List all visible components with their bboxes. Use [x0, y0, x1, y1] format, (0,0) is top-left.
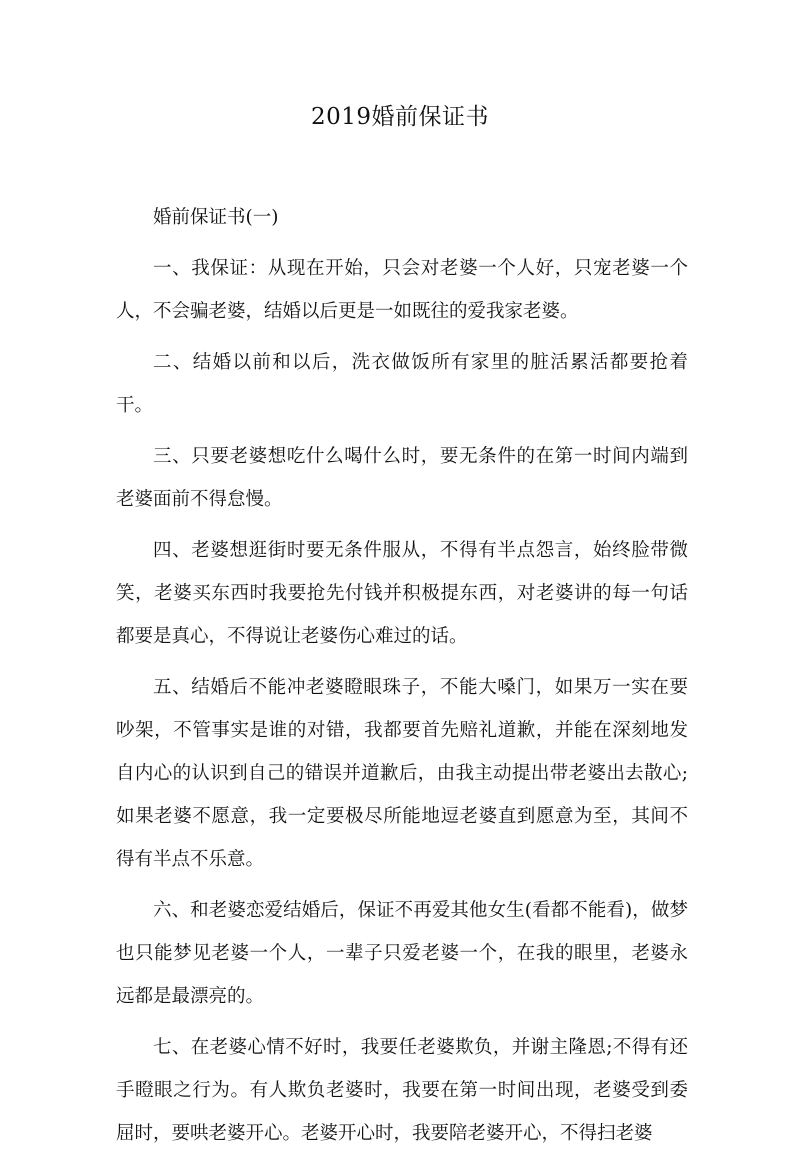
paragraph-7: 七、在老婆心情不好时，我要任老婆欺负，并谢主隆恩;不得有还手瞪眼之行为。有人欺负老婆时，我要在第一时间出现，老婆受到委屈时，要哄老婆开心。老婆开心时，我要陪老婆开心，不得扫老婆 [116, 1037, 688, 1144]
paragraph-3: 三、只要老婆想吃什么喝什么时，要无条件的在第一时间内端到老婆面前不得怠慢。 [116, 446, 688, 510]
section-subheading: 婚前保证书(一) [153, 207, 279, 228]
paragraph-2: 二、结婚以前和以后，洗衣做饭所有家里的脏活累活都要抢着干。 [116, 352, 688, 416]
paragraph-1: 一、我保证：从现在开始，只会对老婆一个人好，只宠老婆一个人，不会骗老婆，结婚以后更是一如既往的爱我家老婆。 [116, 258, 688, 322]
document-title: 2019婚前保证书 [310, 104, 490, 130]
paragraph-6: 六、和老婆恋爱结婚后，保证不再爱其他女生(看都不能看)，做梦也只能梦见老婆一个人，一辈子只爱老婆一个，在我的眼里，老婆永远都是最漂亮的。 [116, 900, 688, 1007]
paragraph-5: 五、结婚后不能冲老婆瞪眼珠子，不能大嗓门，如果万一实在要吵架，不管事实是谁的对错，我都要首先赔礼道歉，并能在深刻地发自内心的认识到自己的错误并道歉后，由我主动提出带老婆出去散心;如果老婆不愿意，我一定要极尽所能地逗老婆直到愿意为至，其间不得有半点不乐意。 [116, 677, 688, 870]
paragraph-4: 四、老婆想逛街时要无条件服从，不得有半点怨言，始终脸带微笑，老婆买东西时我要抢先付钱并积极提东西，对老婆讲的每一句话都要是真心，不得说让老婆伤心难过的话。 [116, 540, 688, 647]
document-body [116, 196, 688, 1163]
